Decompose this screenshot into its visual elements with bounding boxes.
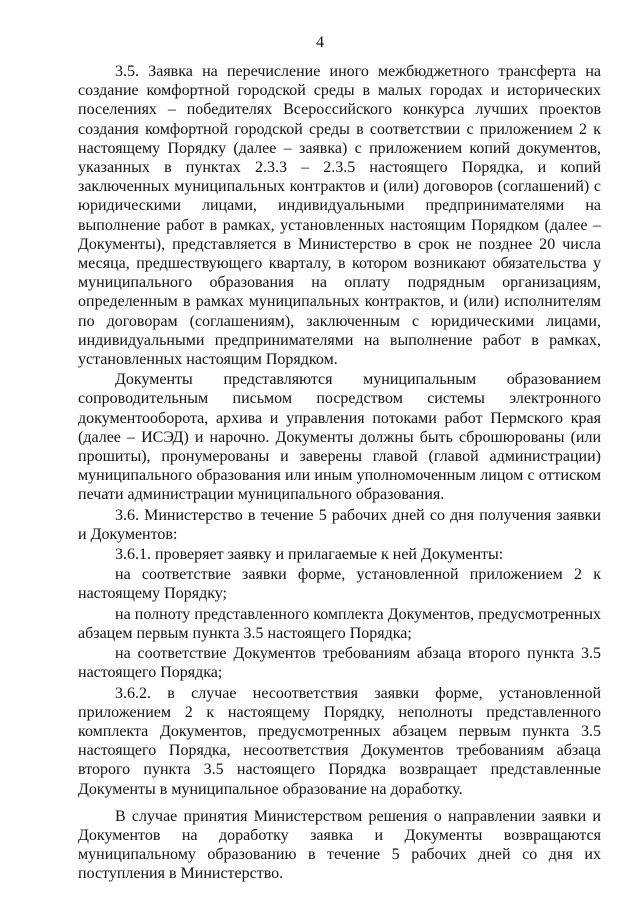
paragraph-check-form: на соответствие заявки форме, установленной приложением 2 к настоящему Порядку; [78,566,601,603]
paragraph-check-completeness: на полноту представленного комплекта Документов, предусмотренных абзацем первым пункта 3.5 настоящего Порядка; [78,605,601,642]
paragraph-3-6: 3.6. Министерство в течение 5 рабочих дней со дня получения заявки и Документов: [78,506,601,543]
paragraph-3-5: 3.5. Заявка на перечисление иного межбюджетного трансферта на создание комфортной городской среды в малых городах и исторических поселениях – победителях Всероссийского конкурса лучших проектов создания комфортной городской среды в соответствии с приложением 2 к настоящему Порядку (далее – заявка) с приложением копий документов, указанных в пунктах 2.3.3 – 2.3.5 настоящего Порядка, и копий заключенных муниципальных контрактов и (или) договоров (соглашений) с юридическими лицами, индивидуальными предпринимателями на выполнение работ в рамках, установленных настоящим Порядком (далее – Документы), представляется в Министерство в срок не позднее 20 числа месяца, предшествующего кварталу, в котором возникают обязательства у муниципального образования на оплату подрядным организациям, определенным в рамках муниципальных контрактов, и (или) исполнителям по договорам (соглашениям), заключенным с юридическими лицами, индивидуальными предпринимателями на выполнение работ в рамках, установленных настоящим Порядком. [78,63,601,369]
paragraph-3-6-2: 3.6.2. в случае несоответствия заявки форме, установленной приложением 2 к настоящему Порядку, неполноты представленного комплекта Документов, предусмотренных абзацем первым пункта 3.5 настоящего Порядка, несоответствия Документов требованиям абзаца второго пункта 3.5 настоящего Порядка возвращает представленные Документы в муниципальное образование на доработку. [78,684,601,798]
paragraph-return-decision: В случае принятия Министерством решения о направлении заявки и Документов на доработку заявка и Документы возвращаются муниципальному образованию в течение 5 рабочих дней со дня их поступления в Министерство. [78,807,601,883]
document-body [78,62,601,884]
page-number: 4 [316,34,324,51]
paragraph-check-requirements: на соответствие Документов требованиям абзаца второго пункта 3.5 настоящего Порядка; [78,645,601,682]
paragraph-documents-submission: Документы представляются муниципальным образованием сопроводительным письмом посредством системы электронного документооборота, архива и управления потоками работ Пермского края (далее – ИСЭД) и нарочно. Документы должны быть сброшюрованы (или прошиты), пронумерованы и заверены главой (главой администрации) муниципального образования или иным уполномоченным лицом с оттиском печати администрации муниципального образования. [78,371,601,504]
paragraph-3-6-1: 3.6.1. проверяет заявку и прилагаемые к ней Документы: [115,546,504,564]
